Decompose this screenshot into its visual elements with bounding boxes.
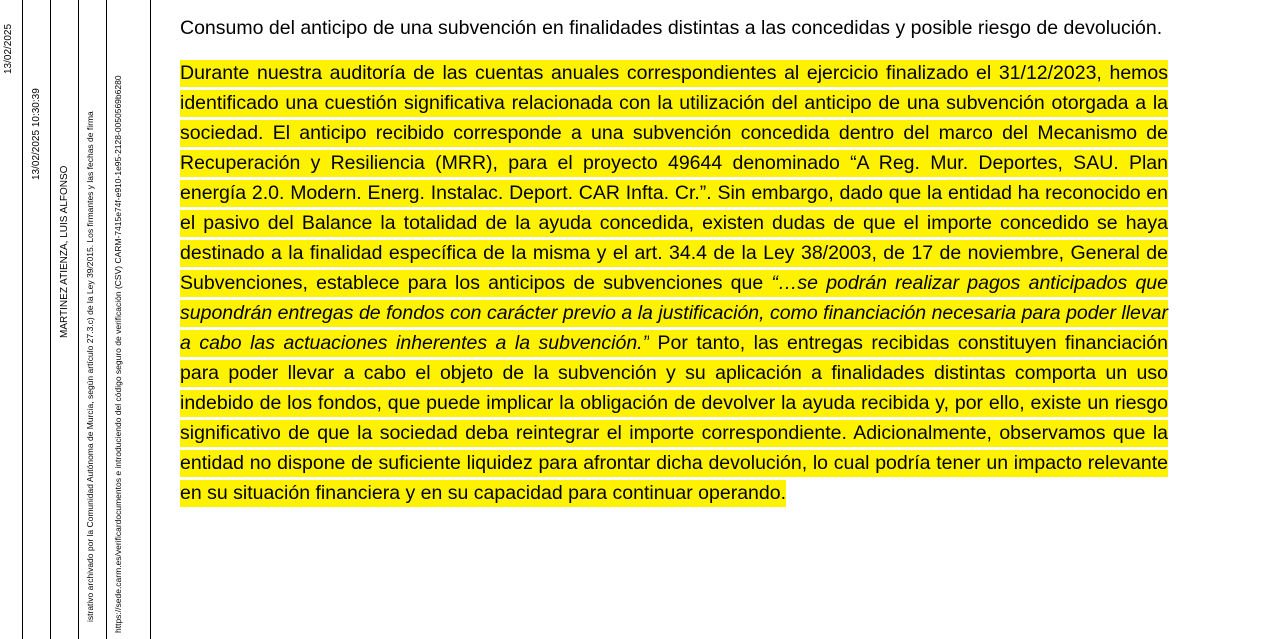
document-body: [176, 0, 1176, 639]
legal-quote: “…se podrán realizar pagos anticipados que supondrán entregas de fondos con carácter previo a la justificación, como financiación necesaria para poder llevar a cabo las actuaciones inherentes a la subvención.”: [180, 270, 1168, 357]
margin-verification-note: https://sede.carm.es/verificardocumentos e introduciendo del código seguro de verificación (CSV) CARM-7415e74f-e910-1e95-2128-0050569b6280: [113, 75, 123, 633]
registry-margin-strip: [0, 0, 152, 639]
paragraph-text-part1: Durante nuestra auditoría de las cuentas anuales correspondientes al ejercicio finalizado el 31/12/2023, hemos identificado una cuestión significativa relacionada con la utilización del anticipo de una subvención otorgada a la sociedad. El anticipo recibido corresponde a una subvención concedida dentro del marco del Mecanismo de Recuperación y Resiliencia (MRR), para el proyecto 49644 denominado “A Reg. Mur. Deportes, SAU. Plan energía 2.0. Modern. Energ. Instalac. Deport. CAR Infta. Cr.”. Sin embargo, dado que la entidad ha reconocido en el pasivo del Balance la totalidad de la ayuda concedida, existen dudas de que el importe concedido se haya destinado a la finalidad específica de la misma y el art. 34.4 de la Ley 38/2003, de 17 de noviembre, General de Subvenciones, establece para los anticipos de subvenciones que: [180, 60, 1168, 297]
margin-registry-note: istrativo archivado por la Comunidad Autónoma de Murcia, según artículo 27.3.c) de la Ley 39/2015. Los firmantes y las fechas de firma: [85, 111, 95, 622]
margin-divider-1: [22, 0, 23, 639]
margin-divider-2: [50, 0, 51, 639]
margin-divider-3: [78, 0, 79, 639]
highlighted-paragraph: [176, 58, 1176, 508]
margin-signer-name: MARTINEZ ATIENZA, LUIS ALFONSO: [59, 165, 70, 338]
margin-divider-5: [150, 0, 151, 639]
margin-datetime: 13/02/2025 10:30:39: [31, 88, 42, 180]
paragraph-text-part2: Por tanto, las entregas recibidas constituyen financiación para poder llevar a cabo el objeto de la subvención y su aplicación a finalidades distintas comporta un uso indebido de los fondos, que puede implicar la obligación de devolver la ayuda recibida y, por ello, existe un riesgo significativo de que la sociedad deba reintegrar el importe correspondiente. Adicionalmente, observamos que la entidad no dispone de suficiente liquidez para afrontar dicha devolución, lo cual podría tener un impacto relevante en su situación financiera y en su capacidad para continuar operando.: [180, 330, 1168, 507]
margin-divider-4: [106, 0, 107, 639]
section-heading: Consumo del anticipo de una subvención en finalidades distintas a las concedidas y posible riesgo de devolución.: [180, 17, 1163, 39]
margin-date-top: 13/02/2025: [3, 23, 14, 74]
